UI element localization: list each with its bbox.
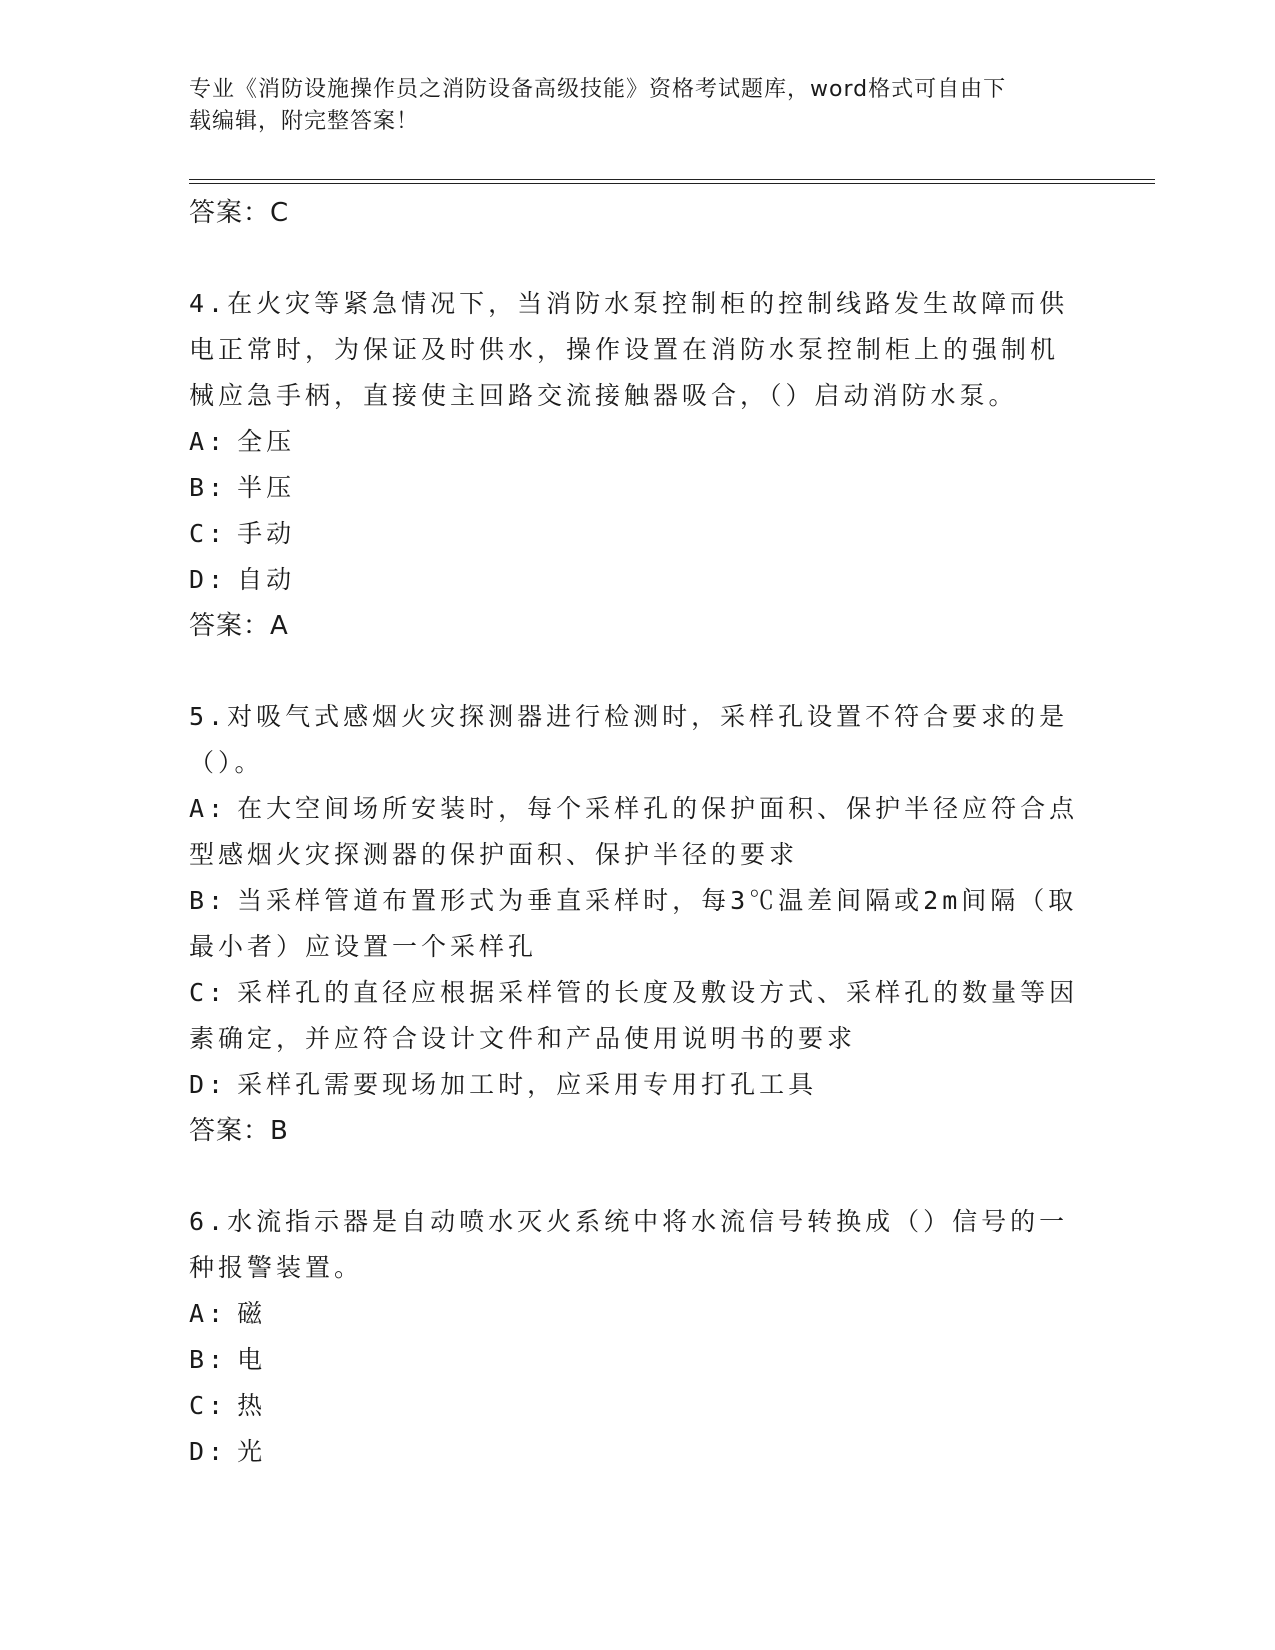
question-text-line: 种报警装置。 [189,1253,364,1282]
option-line [189,557,1089,603]
option-label: A: [189,427,228,456]
option-text: 电 [237,1345,267,1374]
option-label: B: [189,886,228,915]
answer-line: 答案：B [189,1116,289,1146]
option-text: 手动 [237,519,296,548]
option-line [189,832,1089,878]
question-content [189,190,1089,1475]
option-label: A: [189,1299,228,1328]
answer-line: 答案：A [189,611,289,641]
option-text: 素确定，并应符合设计文件和产品使用说明书的要求 [189,1024,857,1053]
question-block [189,1199,1089,1475]
option-line [189,1291,1089,1337]
option-text: 型感烟火灾探测器的保护面积、保护半径的要求 [189,840,799,869]
option-line [189,511,1089,557]
option-line [189,1062,1089,1108]
question-text-line: （）。 [189,748,264,777]
document-header [189,74,1069,138]
option-text: 全压 [237,427,296,456]
question-block [189,694,1089,1199]
option-text: 在大空间场所安装时，每个采样孔的保护面积、保护半径应符合点 [237,794,1079,823]
option-text: 磁 [237,1299,267,1328]
header-rule-bottom [189,183,1155,184]
option-label: D: [189,1070,228,1099]
option-text: 采样孔的直径应根据采样管的长度及敷设方式、采样孔的数量等因 [237,978,1079,1007]
previous-answer: 答案：C [189,198,290,228]
option-label: C: [189,1391,228,1420]
option-line [189,1016,1089,1062]
spacer [189,236,1089,281]
spacer [189,649,1089,694]
header-line-1: 专业《消防设施操作员之消防设备高级技能》资格考试题库，word格式可自由下 [189,77,1007,102]
option-label: B: [189,473,228,502]
option-text: 光 [237,1437,267,1466]
option-label: A: [189,794,228,823]
question-list [189,281,1089,1475]
option-text: 自动 [237,565,296,594]
header-rule-top [189,179,1155,180]
option-line [189,786,1089,832]
question-text-line: 6.水流指示器是自动喷水灭火系统中将水流信号转换成（）信号的一 [189,1207,1069,1236]
option-line [189,1383,1089,1429]
question-text-line: 械应急手柄，直接使主回路交流接触器吸合，（）启动消防水泵。 [189,381,1018,410]
option-label: C: [189,519,228,548]
option-label: B: [189,1345,228,1374]
option-label: C: [189,978,228,1007]
option-text: 采样孔需要现场加工时，应采用专用打孔工具 [237,1070,818,1099]
option-line [189,970,1089,1016]
question-text-line: 4.在火灾等紧急情况下，当消防水泵控制柜的控制线路发生故障而供 [189,289,1069,318]
question-block [189,281,1089,694]
option-line [189,419,1089,465]
option-text: 半压 [237,473,296,502]
option-label: D: [189,565,228,594]
option-line [189,1429,1089,1475]
option-text: 最小者）应设置一个采样孔 [189,932,538,961]
option-line [189,1337,1089,1383]
option-line [189,878,1089,924]
option-text: 当采样管道布置形式为垂直采样时，每3℃温差间隔或2m间隔（取 [237,886,1078,915]
spacer [189,1154,1089,1199]
question-text-line: 5.对吸气式感烟火灾探测器进行检测时，采样孔设置不符合要求的是 [189,702,1069,731]
option-text: 热 [237,1391,267,1420]
option-label: D: [189,1437,228,1466]
option-line [189,465,1089,511]
header-line-2: 载编辑，附完整答案！ [189,109,420,134]
option-line [189,924,1089,970]
question-text-line: 电正常时，为保证及时供水，操作设置在消防水泵控制柜上的强制机 [189,335,1060,364]
